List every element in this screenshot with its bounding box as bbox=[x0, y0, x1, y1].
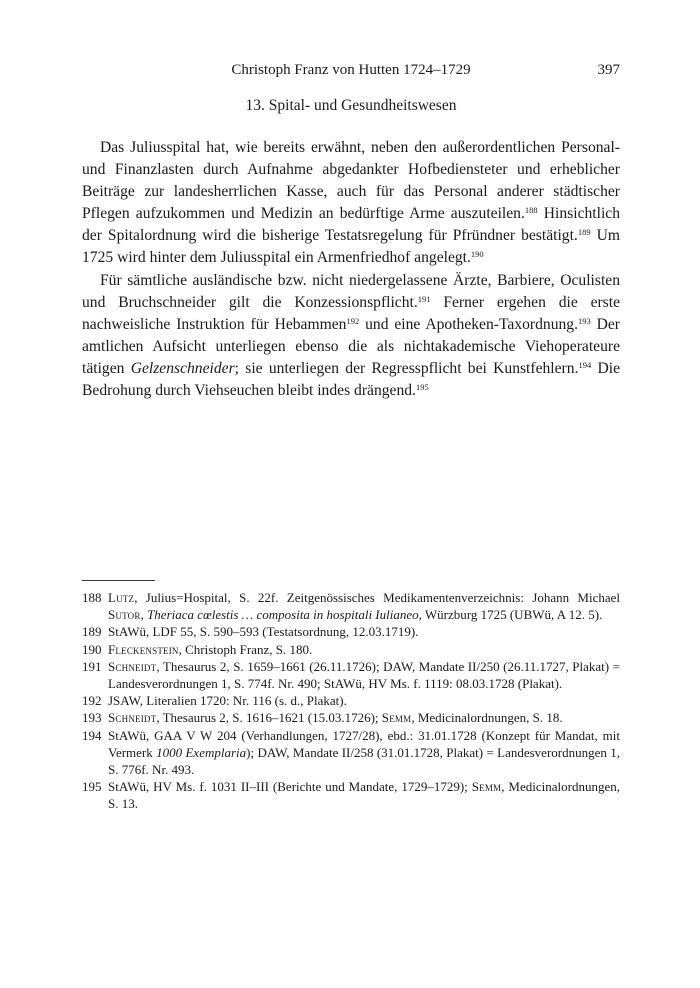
page-number: 397 bbox=[597, 62, 620, 78]
running-title: Christoph Franz von Hutten 1724–1729 bbox=[231, 62, 471, 78]
footnote-rule bbox=[82, 580, 155, 581]
italic-term: 1000 Exemplaria bbox=[156, 744, 247, 760]
text-run: StAWü, HV Ms. f. 1031 II–III (Berichte und Mandate, 1729–1729); bbox=[108, 779, 472, 795]
italic-term: Gelzenschneider bbox=[130, 359, 235, 377]
text-run: Das Juliusspital hat, wie bereits erwähnt, neben den außerordentlichen Personal- und Finanzlasten durch Aufnahme abgedankter Hofbediensteter und erheblicher Beiträge zur landesherrlichen Kasse, auch für das Personal anderer städtischer Pflegen aufzukommen und Medizin an bedürftige Arme auszuteilen. bbox=[82, 139, 620, 223]
text-run: , bbox=[140, 607, 148, 623]
footnote-188 bbox=[82, 589, 620, 623]
text-run: StAWü, GAA V W 204 (Verhandlungen, 1727/28), ebd.: 31.01.1728 (Konzept für Mandat, mit Vermerk bbox=[108, 727, 620, 760]
footnote-ref-195[interactable]: 195 bbox=[415, 382, 429, 393]
text-run: Der amtlichen Aufsicht unterliegen ebenso die als nichtakademische Viehoperateure tätigen bbox=[82, 315, 621, 377]
footnote-number: 189 bbox=[82, 624, 102, 640]
text-run: , Julius=Hospital, S. 22f. Zeitgenössisches Medikamentenverzeichnis: Johann Michael bbox=[134, 590, 620, 605]
text-run: Die Bedrohung durch Viehseuchen bleibt indes drängend. bbox=[82, 359, 620, 400]
text-run: Für sämtliche ausländische bzw. nicht niedergelassene Ärzte, Barbiere, Oculisten und Bruchschneider gilt die Konzessionspflicht. bbox=[82, 271, 620, 311]
footnote-ref-189[interactable]: 189 bbox=[577, 227, 591, 238]
footnote-text bbox=[108, 589, 620, 623]
footnote-text bbox=[108, 709, 620, 726]
author-name: Lutz bbox=[108, 590, 135, 605]
author-name: Sutor bbox=[108, 607, 141, 623]
author-name: Schneidt bbox=[108, 710, 157, 726]
footnote-ref-190[interactable]: 190 bbox=[470, 249, 484, 260]
footnote-189 bbox=[82, 623, 620, 640]
text-run: ; sie unterliegen der Regresspflicht bei Kunstfehlern. bbox=[234, 359, 579, 377]
text-run: Hinsichtlich der Spitalordnung wird die bisherige Testatsregelung für Pfründner bestätigt. bbox=[82, 205, 621, 245]
text-run: Um 1725 wird hinter dem Juliusspital ein Armenfriedhof angelegt. bbox=[82, 227, 620, 267]
footnote-192 bbox=[82, 692, 620, 709]
text-run: und eine Apotheken-Taxordnung. bbox=[359, 315, 578, 333]
footnote-ref-193[interactable]: 193 bbox=[578, 315, 591, 326]
section-title: 13. Spital- und Gesundheitswesen bbox=[245, 97, 457, 114]
footnote-text bbox=[108, 727, 620, 779]
footnote-number: 193 bbox=[82, 710, 102, 726]
footnote-number: 194 bbox=[82, 727, 102, 743]
footnote-194 bbox=[82, 727, 620, 779]
footnote-195 bbox=[82, 778, 620, 812]
author-name: Semm bbox=[381, 710, 412, 726]
text-run: Ferner ergehen die erste nachweisliche Instruktion für Hebammen bbox=[82, 293, 620, 333]
paragraph-1 bbox=[82, 137, 620, 270]
text-run: , Medicinalordnungen, S. 18. bbox=[411, 710, 563, 726]
body-text bbox=[82, 137, 620, 402]
text-run: , Thesaurus 2, S. 1659–1661 (26.11.1726); DAW, Mandate II/250 (26.11.1727, Plakat) = Landesverordnungen 1, S. 774f. Nr. 490; StAWü, HV Ms. f. 1119: 08.03.1728 (Plakat). bbox=[108, 658, 620, 692]
footnote-text bbox=[108, 778, 620, 812]
text-run: ); DAW, Mandate II/258 (31.01.1728, Plakat) = Landesverordnungen 1, S. 776f. Nr. 493. bbox=[108, 744, 620, 778]
footnote-number: 190 bbox=[82, 641, 102, 657]
footnote-ref-188[interactable]: 188 bbox=[524, 205, 538, 216]
footnote-text: JSAW, Literalien 1720: Nr. 116 (s. d., Plakat). bbox=[108, 693, 347, 709]
text-run: , Würzburg 1725 (UBWü, A 12. 5). bbox=[418, 607, 603, 623]
footnote-number: 191 bbox=[82, 658, 102, 674]
footnote-193 bbox=[82, 709, 620, 726]
author-name: Fleckenstein bbox=[108, 641, 179, 657]
footnotes bbox=[82, 589, 620, 813]
text-run: , Thesaurus 2, S. 1616–1621 (15.03.1726); bbox=[156, 710, 382, 726]
footnote-191 bbox=[82, 658, 620, 692]
text-run: , Christoph Franz, S. 180. bbox=[178, 641, 313, 657]
footnote-number: 192 bbox=[82, 693, 102, 709]
running-head bbox=[82, 62, 620, 82]
author-name: Schneidt bbox=[108, 658, 157, 674]
footnote-number: 188 bbox=[82, 590, 102, 605]
footnote-ref-192[interactable]: 192 bbox=[346, 315, 360, 326]
footnote-text: StAWü, LDF 55, S. 590–593 (Testatsordnung, 12.03.1719). bbox=[108, 624, 419, 640]
footnote-number: 195 bbox=[82, 779, 102, 795]
footnote-text bbox=[108, 641, 620, 658]
footnote-ref-194[interactable]: 194 bbox=[578, 359, 592, 370]
text-run: , Medicinalordnungen, S. 13. bbox=[108, 779, 620, 812]
paragraph-2 bbox=[82, 270, 620, 403]
footnote-ref-191[interactable]: 191 bbox=[417, 293, 431, 304]
italic-title: Theriaca cœlestis … composita in hospitali Iulianeo bbox=[147, 607, 419, 623]
author-name: Semm bbox=[471, 779, 502, 795]
footnote-190 bbox=[82, 641, 620, 658]
footnote-text bbox=[108, 658, 620, 692]
